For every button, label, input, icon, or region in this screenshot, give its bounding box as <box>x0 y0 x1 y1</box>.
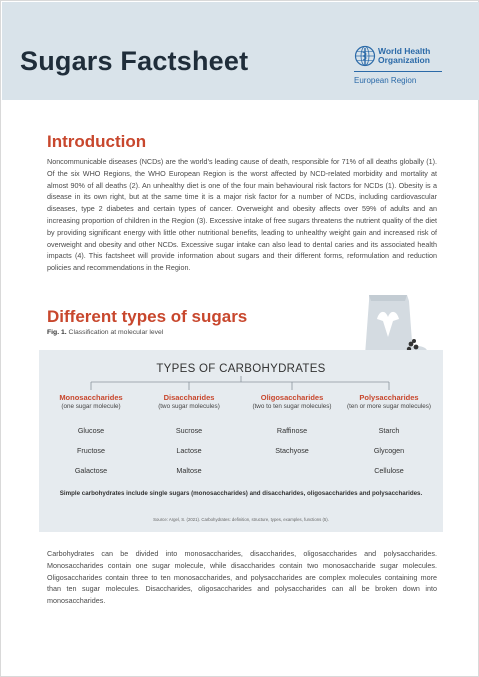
who-region: European Region <box>354 76 417 85</box>
category-disaccharides <box>141 393 237 475</box>
who-org-line2: Organization <box>378 55 430 65</box>
example-item: Fructose <box>77 446 105 455</box>
example-item: Galactose <box>74 466 108 475</box>
who-emblem-icon <box>354 45 376 67</box>
category-name: Oligosaccharides <box>260 393 324 402</box>
category-oligosaccharides <box>244 393 340 455</box>
category-polysaccharides <box>341 393 437 475</box>
page-title: Sugars Factsheet <box>20 46 249 76</box>
figure-caption <box>47 329 163 336</box>
example-item: Glycogen <box>373 446 405 455</box>
example-item: Lactose <box>176 446 202 455</box>
sugar-bag-icon <box>357 281 429 361</box>
category-sub: (one sugar molecule) <box>61 403 121 410</box>
tree-connector <box>39 376 443 392</box>
category-sub: (two to ten sugar molecules) <box>252 403 332 410</box>
carbohydrate-figure <box>39 350 443 532</box>
example-item: Starch <box>378 426 400 435</box>
category-sub: (two sugar molecules) <box>158 403 220 410</box>
header-band <box>2 2 479 100</box>
category-name: Polysaccharides <box>359 393 419 402</box>
figure-source: Source: Argel, S. (2021). Carbohydrates: definition, structure, types, examples, functions (5). <box>153 517 329 522</box>
logo-divider <box>354 71 442 72</box>
who-org-line1: World Health <box>378 46 431 56</box>
category-monosaccharides <box>43 393 139 475</box>
figure-label: Fig. 1. <box>47 329 67 336</box>
intro-heading: Introduction <box>47 132 147 151</box>
example-item: Glucose <box>77 426 105 435</box>
intro-paragraph: Noncommunicable diseases (NCDs) are the world’s leading cause of death, responsible for 71% of all deaths globally (1). Of the six WHO Regions, the WHO European Region is the worst affected by NCD-related morbidity and mortality at almost 90% of all deaths (2). An unhealthy diet is one of the four main behavioural risk factors for NCDs (1). Obesity is a disease in its own right, but at the same time it is a major risk factor for a number of NCDs, including cardiovascular diseases, type 2 diabetes and certain types of cancer. Overweight and obesity affects over 59% of adults and an increasing proportion of children in the Region (3). Excessive intake of free sugars threatens the nutrient quality of the diet by providing significant energy with little other nutritional benefits, leading to unhealthy weight gain and increased risk of overweight and obesity and other NCDs. Excessive sugar intake can also lead to dental caries and its associated health impacts (4). This factsheet will provide information about sugars and their different forms, reformulation and reduction policies and recommendations in the Region. <box>47 157 437 273</box>
types-paragraph: Carbohydrates can be divided into monosaccharides, disaccharides, oligosaccharides and polysaccharides. Monosaccharides contain one sugar molecule, while disaccharides contain two monosaccharide sugar molecules. Oligosaccharides contain three to ten monosaccharides, and polysaccharides are complex molecules containing more than ten sugar molecules. Disaccharides, oligosaccharides and polysaccharides can all be broken down into monosaccharides. <box>47 549 437 606</box>
category-sub: (ten or more sugar molecules) <box>347 403 431 410</box>
figure-note: Simple carbohydrates include single sugars (monosaccharides) and disaccharides, oligosaccharides and polysaccharides. <box>59 490 423 497</box>
figure-title: TYPES OF CARBOHYDRATES <box>156 363 326 375</box>
category-name: Disaccharides <box>163 393 215 402</box>
who-logo <box>354 45 474 89</box>
example-item: Maltose <box>176 466 202 475</box>
example-item: Raffinose <box>276 426 308 435</box>
example-item: Sucrose <box>175 426 203 435</box>
figure-caption-text: Classification at molecular level <box>68 329 164 336</box>
types-heading: Different types of sugars <box>47 307 248 326</box>
category-name: Monosaccharides <box>59 393 123 402</box>
example-item: Cellulose <box>374 466 404 475</box>
example-item: Stachyose <box>275 446 309 455</box>
